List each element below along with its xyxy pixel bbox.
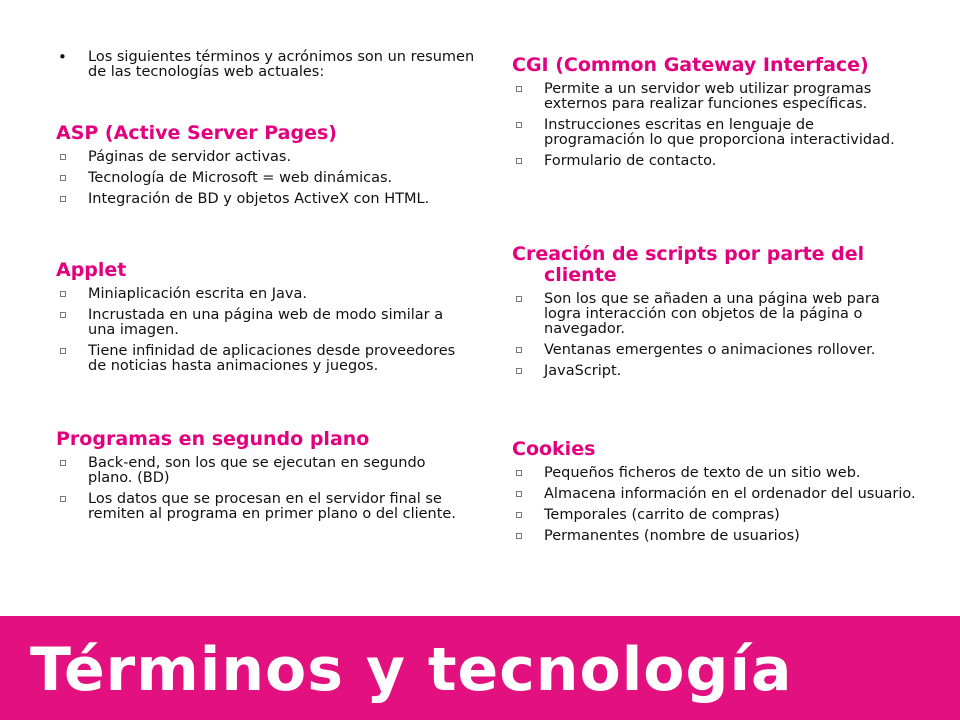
section-heading: Cookies	[512, 438, 596, 460]
list-item-text: Ventanas emergentes o animaciones rollover.	[544, 342, 876, 358]
square-bullet-icon	[516, 533, 522, 539]
list-item	[56, 150, 460, 165]
section-asp	[56, 123, 460, 207]
square-bullet-icon	[516, 347, 522, 353]
intro-text: Los siguientes términos y acrónimos son un resumen de las tecnologías web actuales:	[88, 49, 475, 80]
square-bullet-icon	[516, 296, 522, 302]
list-item-text: Back-end, son los que se ejecutan en segundo plano. (BD)	[88, 455, 426, 486]
list-item-text: Tiene infinidad de aplicaciones desde proveedores de noticias hasta animaciones y juegos.	[88, 343, 456, 374]
list-item-text: Los datos que se procesan en el servidor final se remiten al programa en primer plano o del cliente.	[88, 491, 456, 522]
square-bullet-icon	[516, 368, 522, 374]
square-bullet-icon	[60, 154, 66, 160]
list-item-text: Incrustada en una página web de modo similar a una imagen.	[88, 307, 444, 338]
square-bullet-icon	[516, 158, 522, 164]
list-item-text: Son los que se añaden a una página web para logra interacción con objetos de la página o navegador.	[544, 291, 880, 337]
list-item	[56, 492, 460, 522]
list-item	[512, 487, 916, 502]
list-item	[512, 118, 916, 148]
list-item	[512, 529, 916, 544]
section-heading: Creación de scripts por parte del cliente	[512, 243, 865, 286]
square-bullet-icon	[60, 496, 66, 502]
list-item-text: Permite a un servidor web utilizar programas externos para realizar funciones específicas.	[544, 81, 872, 112]
list-item	[512, 154, 916, 169]
section-heading: ASP (Active Server Pages)	[56, 122, 337, 144]
list-item-text: Almacena información en el ordenador del usuario.	[544, 486, 916, 502]
intro-bullet	[56, 50, 478, 80]
list-item	[56, 308, 460, 338]
square-bullet-icon	[516, 122, 522, 128]
list-item	[56, 287, 460, 302]
bullet-dot-icon: •	[58, 48, 67, 66]
list-item-text: JavaScript.	[544, 363, 622, 379]
section-list	[512, 292, 916, 379]
list-item	[512, 292, 916, 337]
list-item	[512, 508, 916, 523]
section-cgi	[512, 55, 916, 169]
list-item-text: Temporales (carrito de compras)	[544, 507, 780, 523]
square-bullet-icon	[516, 470, 522, 476]
section-list	[56, 150, 460, 207]
list-item-text: Formulario de contacto.	[544, 153, 717, 169]
square-bullet-icon	[516, 86, 522, 92]
section-list	[56, 456, 460, 522]
section-heading: CGI (Common Gateway Interface)	[512, 54, 869, 76]
square-bullet-icon	[516, 512, 522, 518]
list-item	[56, 344, 460, 374]
list-item	[56, 171, 460, 186]
section-list	[56, 287, 460, 374]
list-item	[512, 343, 916, 358]
list-item	[512, 364, 916, 379]
section-scripts	[512, 244, 916, 379]
section-applet	[56, 260, 460, 374]
list-item	[56, 192, 460, 207]
section-programas	[56, 429, 460, 522]
square-bullet-icon	[60, 348, 66, 354]
list-item-text: Integración de BD y objetos ActiveX con HTML.	[88, 191, 430, 207]
list-item	[56, 456, 460, 486]
list-item-text: Pequeños ficheros de texto de un sitio web.	[544, 465, 861, 481]
list-item	[512, 466, 916, 481]
list-item-text: Miniaplicación escrita en Java.	[88, 286, 308, 302]
section-list	[512, 82, 916, 169]
square-bullet-icon	[516, 491, 522, 497]
list-item	[512, 82, 916, 112]
section-heading: Applet	[56, 259, 127, 281]
list-item-text: Tecnología de Microsoft = web dinámicas.	[88, 170, 393, 186]
list-item-text: Permanentes (nombre de usuarios)	[544, 528, 800, 544]
square-bullet-icon	[60, 312, 66, 318]
square-bullet-icon	[60, 175, 66, 181]
section-cookies	[512, 439, 916, 544]
list-item-text: Instrucciones escritas en lenguaje de programación lo que proporciona interactividad.	[544, 117, 895, 148]
square-bullet-icon	[60, 291, 66, 297]
square-bullet-icon	[60, 460, 66, 466]
square-bullet-icon	[60, 196, 66, 202]
slide-title: Términos y tecnología	[30, 635, 793, 705]
section-list	[512, 466, 916, 544]
section-heading: Programas en segundo plano	[56, 428, 370, 450]
list-item-text: Páginas de servidor activas.	[88, 149, 292, 165]
